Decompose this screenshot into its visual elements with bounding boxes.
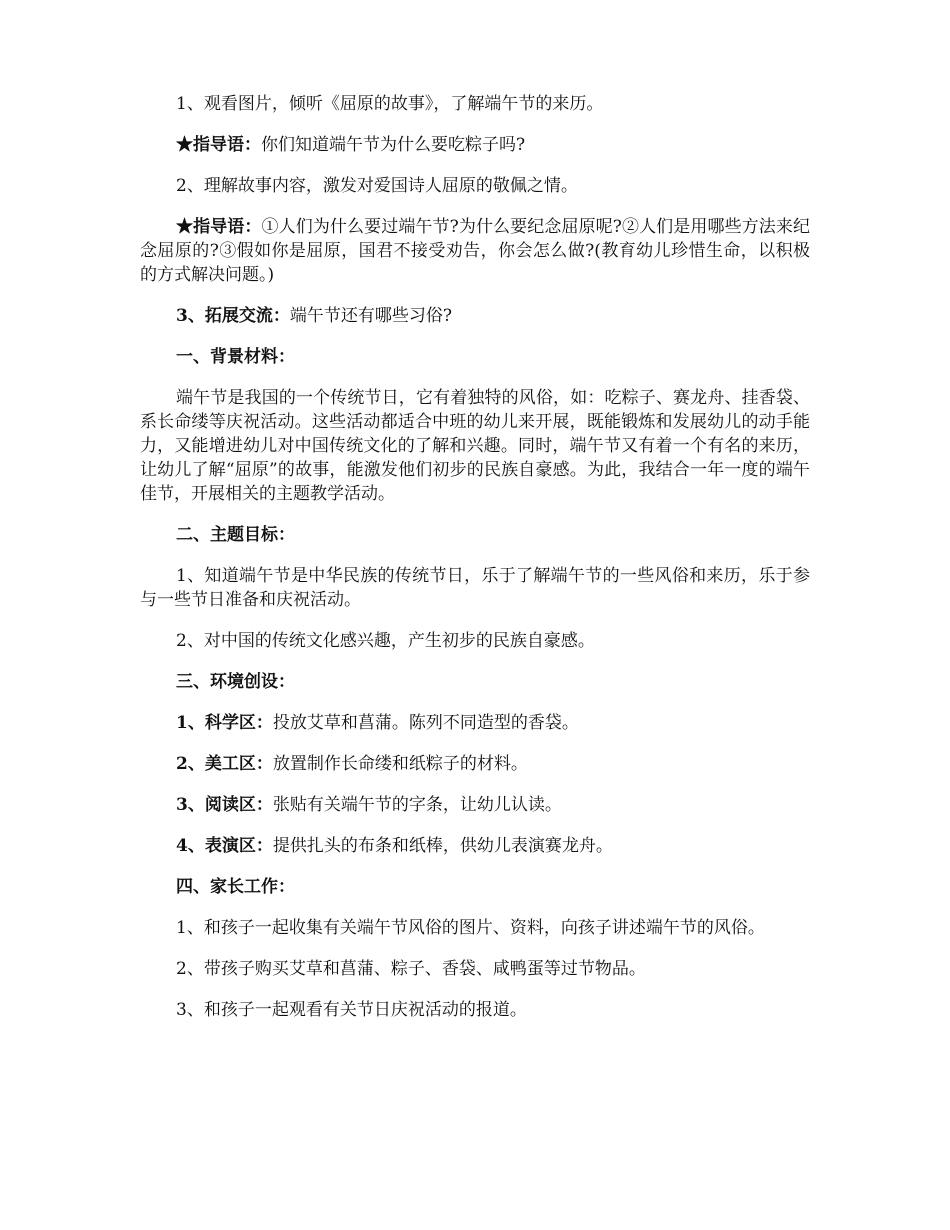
paragraph-science-area: 1、科学区：投放艾草和菖蒲。陈列不同造型的香袋。: [176, 713, 579, 733]
paragraph-parents-2: 2、带孩子购买艾草和菖蒲、粽子、香袋、咸鸭蛋等过节物品。: [176, 959, 646, 979]
paragraph-parents-1: 1、和孩子一起收集有关端午节风俗的图片、资料，向孩子讲述端午节的风俗。: [176, 918, 765, 938]
paragraph-2: ★指导语：你们知道端午节为什么要吃粽子吗?: [176, 135, 526, 155]
paragraph-performance-area: 4、表演区：提供扎头的布条和纸棒，供幼儿表演赛龙舟。: [176, 836, 613, 856]
section-heading-environment: 三、环境创设：: [176, 672, 295, 692]
paragraph-5: 3、拓展交流：端午节还有哪些习俗?: [176, 306, 452, 326]
paragraph-1: 1、观看图片，倾听《屈原的故事》，了解端午节的来历。: [176, 94, 604, 114]
paragraph-4: ★指导语：①人们为什么要过端午节?为什么要纪念屈原呢?②人们是用哪些方法来纪念屈原的?③假如你是屈原，国君不接受劝告，你会怎么做?(教育幼儿珍惜生命，以积极的方式解决问题。): [140, 217, 810, 285]
paragraph-background: 端午节是我国的一个传统节日，它有着独特的风俗，如：吃粽子、赛龙舟、挂香袋、系长命缕等庆祝活动。这些活动都适合中班的幼儿来开展，既能锻炼和发展幼儿的动手能力，又能增进幼儿对中国传统文化的了解和兴趣。同时，端午节又有着一个有名的来历，让幼儿了解“屈原”的故事，能激发他们初步的民族自豪感。为此，我结合一年一度的端午佳节，开展相关的主题教学活动。: [140, 388, 810, 504]
section-heading-parents: 四、家长工作：: [176, 877, 295, 897]
section-heading-goals: 二、主题目标：: [176, 525, 295, 545]
paragraph-reading-area: 3、阅读区：张贴有关端午节的字条，让幼儿认读。: [176, 795, 562, 815]
paragraph-3: 2、理解故事内容，激发对爱国诗人屈原的敬佩之情。: [176, 176, 578, 196]
paragraph-parents-3: 3、和孩子一起观看有关节日庆祝活动的报道。: [176, 1000, 527, 1020]
paragraph-art-area: 2、美工区：放置制作长命缕和纸粽子的材料。: [176, 754, 528, 774]
paragraph-goal-2: 2、对中国的传统文化感兴趣，产生初步的民族自豪感。: [176, 631, 595, 651]
paragraph-goal-1: 1、知道端午节是中华民族的传统节日，乐于了解端午节的一些风俗和来历，乐于参与一些节日准备和庆祝活动。: [140, 566, 810, 610]
section-heading-background: 一、背景材料：: [176, 347, 295, 367]
